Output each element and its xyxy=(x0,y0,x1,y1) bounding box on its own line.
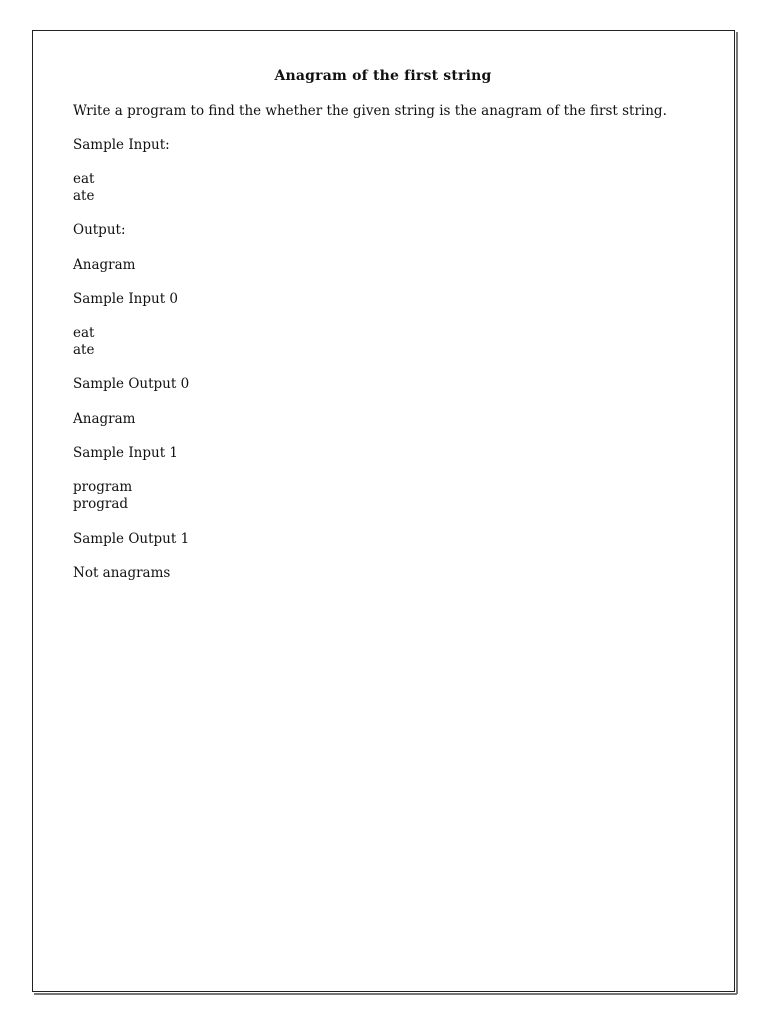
example-0-input-line-1: eat xyxy=(73,325,95,341)
document-title: Anagram of the first string xyxy=(274,68,492,84)
example-1-input-line-1: program xyxy=(73,479,133,495)
example-1-input-line-2: prograd xyxy=(73,496,129,512)
example-0-input-label: Sample Input 0 xyxy=(73,291,179,307)
example-0-output-value: Anagram xyxy=(73,411,136,427)
page-shadow-right xyxy=(736,32,738,994)
page-shadow-bottom xyxy=(34,993,737,995)
problem-description: Write a program to find the whether the given string is the anagram of the first string. xyxy=(73,103,667,119)
output-label: Output: xyxy=(73,222,126,238)
sample-input-line-2: ate xyxy=(73,188,95,204)
sample-input-line-1: eat xyxy=(73,171,95,187)
document-page xyxy=(32,30,735,992)
output-value: Anagram xyxy=(73,257,136,273)
example-1-output-value: Not anagrams xyxy=(73,565,171,581)
example-0-input-line-2: ate xyxy=(73,342,95,358)
example-0-output-label: Sample Output 0 xyxy=(73,376,190,392)
sample-input-label: Sample Input: xyxy=(73,137,170,153)
example-1-input-label: Sample Input 1 xyxy=(73,445,179,461)
example-1-output-label: Sample Output 1 xyxy=(73,531,190,547)
